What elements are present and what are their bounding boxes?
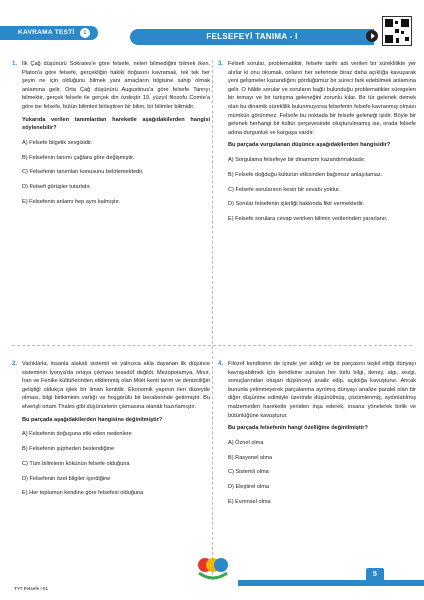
question-text: Filozof kendisinin de içinde yer aldığı ve bir parçasını teşkil ettiği dünyayı kavrayabilmek için kendisine sunulan her türlü bilgi, deney, algı, sezgi, sonuçlarından oluşan düşünceyi analiz edip, açıklığa kavuşturur. Ancak bununla yetinmeyerek parçalanma ayrılmış dünyayı analize paralel olan bir diğer düşünme edimiyle üzerinde düşünülmüş, çözümlenmiş, aydınlatılmış malzemeden hareketle yeniden inşa ederek, insana yönelerek birlik ve bütünlüğüne kavuşturur. [228,361,416,419]
test-badge-number: 1 [80,28,90,38]
column-divider [212,60,213,580]
footer-bar [238,580,424,586]
question-number: 3. [218,61,224,67]
option-a[interactable]: A) Öznel olma [228,439,264,446]
publisher-logo-icon [196,553,230,581]
option-c[interactable]: C) Felsefenin tanımları konusunu belirlemektedir. [22,169,144,176]
question-text: İlk Çağ düşünürü Sokrates'e göre felsefe, neleri bilmediğini bilmek iken, Platon'a göre felsefe, gerçekliğin hakiki doğasını kavramak, tek tek her şeyin ne için olduğunu bilmek yani amaçların bilgisine sahip olmak anlamına gelir. Orta Çağ düşünürü Augustinus'a göre felsefe Tanrıyı bilmektir, gerçek felsefe ile gerçek din özdeştir 19. yüzyıl filozofu Comte'a göre ise felsefe, bütün bilimleri birleştiren bir bilim, bir bilimler bilimidir. [22,61,210,110]
page-title: FELSEFEYİ TANIMA - I [206,32,298,41]
question-number: 2. [12,361,18,367]
title-bar [130,29,374,45]
option-d[interactable]: D) Eleştirel olma [228,484,270,491]
test-badge-label: KAVRAMA TESTİ [18,29,75,36]
page-header [0,22,424,44]
option-d[interactable]: D) Sorular felsefenin işlerliği hakkında fikir vermektedir. [228,201,365,208]
question-stem: Bu parçada vurgulanan düşünce aşağıdakilerden hangisidir? [228,142,391,149]
play-icon[interactable] [366,30,378,42]
row-divider [12,345,412,346]
question-stem: Bu parçada felsefenin hangi özelliğine değinilmiştir? [228,425,368,432]
question-stem: Bu parçada aşağıdakilerden hangisine değinilmiştir? [22,416,163,423]
option-c[interactable]: C) Felsefe sorularının kesin bir cevabı yoktur. [228,186,341,193]
question-number: 4. [218,361,224,367]
option-a[interactable]: A) Felsefenin doğuşuna etki eden nedenlere [22,431,132,438]
option-c[interactable]: C) Tüm bilimlerin kökünün felsefe olduğuna [22,460,130,467]
qr-code-icon[interactable] [382,16,412,46]
question-text: Felsefi sorular, problematiktir, felsefe tarihi adı verilen bir süreklilikte yer alırlar ki onu okumak, onların her seferinde biraz daha açıklığa kavuşarak yeni gelişmeler kazandığını gördüğümüz bir süreci fark edebilmek anlamına gelir. O hâlde sorular ve soruların bağlı bulunduğu problematikler süregelen bir temayı ve bir tartışma geleneğini zorunlu kılar. Bir tür gelenek demek olan bu dinamik süreklilik bulunmuyorsa felsefenin felsefe kavranmış olması mümkün görünmez. Felsefe bu noktada bir felsefe geleneği işidir. Böyle bir gelenek herhangi bir kültür çerçevesinde oluşturulmamış ise, orada felsefe adına durgunluk ve kargaşa vardır. [228,61,416,136]
option-a[interactable]: A) Sorgulama felsefeye bir dinamizm kazandırmaktadır. [228,156,366,163]
page-number: 5 [366,568,384,582]
option-e[interactable]: E) Her toplumun kendine göre felsefesi olduğuna [22,490,144,497]
option-b[interactable]: B) Felsefenin şüpheden beslendiğine [22,445,115,452]
option-e[interactable]: E) Felsefe sorulara cevap verirken bilimin verilerinden yararlanır. [228,216,388,223]
option-e[interactable]: E) Felsefenin anlamı hep aynı kalmıştır. [22,198,121,205]
question-stem: Yukarıda verilen tanımlardan hareketle aşağıdakilerden hangisi söylenebilir? [22,116,210,132]
question-text: Varlıklarla, insanla alakalı sistemli ve yalnızca akla dayanan ilk düşünce sisteminin İyonya'da ortaya çıkması tesadüf değildi. Mezopotamya, Mısır, İran ve Fenike kültürlerinden etkilenmiş olan Milet kenti tarım ve denizciliğin geliştiği oldukça işlek bir liman kentidir. Ekonomik yapının ileri düzeyde olması, bilgi birikiminin varlığı ve hoşgörülü bir beraberinde getirmiştir. Bu elverişli ortam Thales gibi düşünürlerin çıkmasına olanak hazırlamıştır. [22,361,210,410]
option-b[interactable]: B) Felsefenin tanımı çağlara göre değişmiştir. [22,154,135,161]
option-e[interactable]: E) Evrensel olma [228,498,271,505]
option-b[interactable]: B) Felsefe doğduğu kültürün etkisinden bağımsız anlaşılamaz. [228,171,383,178]
question-number: 1. [12,61,18,67]
option-a[interactable]: A) Felsefe bilgelik sevgisidir. [22,139,93,146]
option-c[interactable]: C) Sistemli olma [228,469,269,476]
option-b[interactable]: B) Rasyonel olma [228,454,273,461]
option-d[interactable]: D) Felsefenin özel bilgiler içerdiğine [22,475,111,482]
test-badge [0,26,98,40]
footer-course-label: TYT Felsefe / 01 [14,586,49,591]
option-d[interactable]: D) Felsefi görüşler tutarlıdır. [22,184,92,191]
